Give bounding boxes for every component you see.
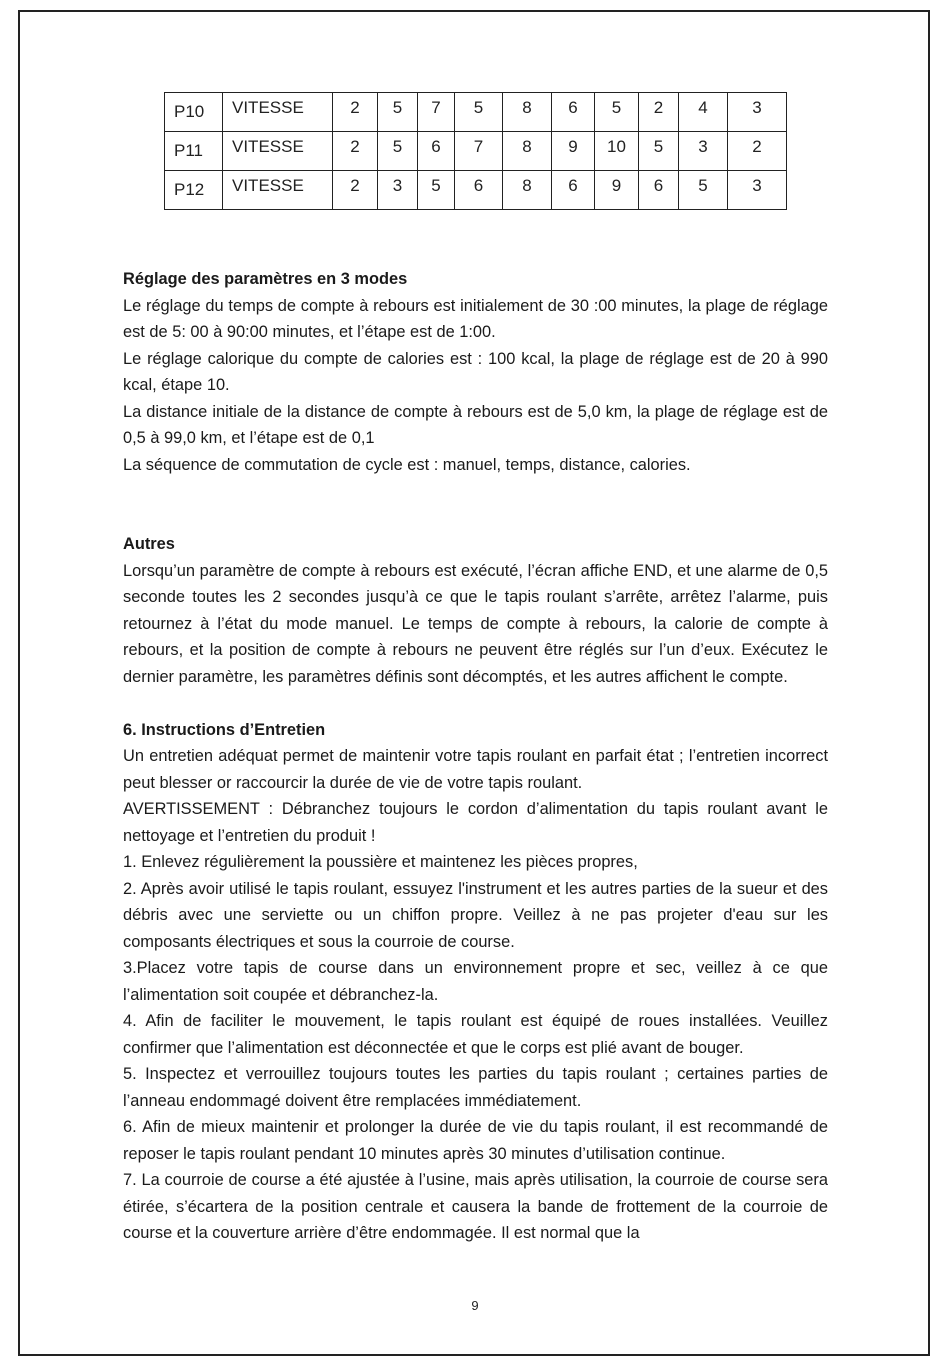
heading-modes: Réglage des paramètres en 3 modes: [123, 270, 408, 288]
speed-value-cell: 5: [378, 132, 418, 171]
label-cell: VITESSE: [223, 132, 333, 171]
speed-value-cell: 9: [595, 171, 639, 210]
speed-value-cell: 2: [639, 93, 679, 132]
modes-paragraph-4: La séquence de commutation de cycle est : manuel, temps, distance, calories.: [123, 455, 691, 474]
page-number: 9: [471, 1298, 479, 1313]
speed-value-cell: 5: [455, 93, 503, 132]
autres-paragraph: Lorsqu’un paramètre de compte à rebours est exécuté, l’écran affiche END, et une alarme de 0,5 seconde toutes les 2 secondes jusqu’à ce que le tapis roulant s’arrête, arrêtez l’alarme, puis retournez à l’état du mode manuel. Le temps de compte à rebours, la calorie de compte à rebours, et la position de compte à rebours ne peuvent être réglés sur l’un d’eux. Exécutez le dernier paramètre, les paramètres définis sont décomptés, et les autres affichent le compte.: [123, 561, 828, 686]
speed-value-cell: 2: [728, 132, 787, 171]
speed-value-cell: 3: [728, 93, 787, 132]
speed-value-cell: 5: [639, 132, 679, 171]
modes-paragraph-2: Le réglage calorique du compte de calories est : 100 kcal, la plage de réglage est de 20 à 990 kcal, étape 10.: [123, 349, 828, 394]
speed-value-cell: 3: [728, 171, 787, 210]
speed-value-cell: 6: [552, 171, 595, 210]
speed-value-cell: 5: [595, 93, 639, 132]
speed-value-cell: 3: [679, 132, 728, 171]
entretien-item-7: 7. La courroie de course a été ajustée à l’usine, mais après utilisation, la courroie de course sera étirée, s’écartera de la position centrale et causera la bande de frottement de la courroie de course et la couverture arrière d’être endommagée. Il est normal que la: [123, 1171, 828, 1242]
speed-value-cell: 6: [552, 93, 595, 132]
speed-value-cell: 7: [455, 132, 503, 171]
entretien-item-3: 3.Placez votre tapis de course dans un environnement propre et sec, veillez à ce que l’alimentation soit coupée et débranchez-la.: [123, 959, 828, 1004]
speed-value-cell: 8: [503, 132, 552, 171]
speed-program-table: [164, 92, 787, 210]
program-cell: P12: [165, 171, 223, 210]
label-cell: VITESSE: [223, 93, 333, 132]
speed-value-cell: 5: [679, 171, 728, 210]
heading-entretien: 6. Instructions d’Entretien: [123, 720, 326, 739]
heading-autres: Autres: [123, 535, 175, 553]
modes-paragraph-1: Le réglage du temps de compte à rebours est initialement de 30 :00 minutes, la plage de réglage est de 5: 00 à 90:00 minutes, et l’étape est de 1:00.: [123, 296, 828, 341]
speed-value-cell: 3: [378, 171, 418, 210]
program-cell: P10: [165, 93, 223, 132]
entretien-item-5: 5. Inspectez et verrouillez toujours toutes les parties du tapis roulant ; certaines parties de l’anneau endommagé doivent être remplacées immédiatement.: [123, 1065, 828, 1110]
speed-value-cell: 2: [333, 132, 378, 171]
label-cell: VITESSE: [223, 171, 333, 210]
entretien-item-2: 2. Après avoir utilisé le tapis roulant, essuyez l'instrument et les autres parties de la sueur et des débris avec une serviette ou un chiffon propre. Veillez à ne pas projeter d'eau sur les composants électriques et sous la courroie de course.: [123, 879, 828, 951]
speed-value-cell: 10: [595, 132, 639, 171]
entretien-intro: Un entretien adéquat permet de maintenir votre tapis roulant en parfait état ; l’entretien incorrect peut blesser or raccourcir la durée de vie de votre tapis roulant.: [123, 747, 828, 792]
entretien-item-4: 4. Afin de faciliter le mouvement, le tapis roulant est équipé de roues installées. Veuillez confirmer que l’alimentation est déconnectée et que le corps est plié avant de bouger.: [123, 1012, 828, 1057]
speed-value-cell: 2: [333, 93, 378, 132]
entretien-warning: AVERTISSEMENT : Débranchez toujours le cordon d’alimentation du tapis roulant avant le nettoyage et l’entretien du produit !: [123, 800, 828, 845]
table-row: [165, 132, 787, 171]
speed-value-cell: 9: [552, 132, 595, 171]
speed-value-cell: 8: [503, 93, 552, 132]
speed-value-cell: 7: [418, 93, 455, 132]
speed-value-cell: 6: [418, 132, 455, 171]
speed-value-cell: 6: [639, 171, 679, 210]
entretien-item-1: 1. Enlevez régulièrement la poussière et maintenez les pièces propres,: [123, 853, 638, 871]
speed-value-cell: 2: [333, 171, 378, 210]
entretien-item-6: 6. Afin de mieux maintenir et prolonger la durée de vie du tapis roulant, il est recommandé de reposer le tapis roulant pendant 10 minutes après 30 minutes d’utilisation continue.: [123, 1118, 828, 1163]
content-body: [123, 266, 828, 1247]
speed-value-cell: 5: [418, 171, 455, 210]
speed-value-cell: 8: [503, 171, 552, 210]
program-cell: P11: [165, 132, 223, 171]
table-row: [165, 93, 787, 132]
speed-value-cell: 6: [455, 171, 503, 210]
speed-value-cell: 5: [378, 93, 418, 132]
table-row: [165, 171, 787, 210]
speed-value-cell: 4: [679, 93, 728, 132]
modes-paragraph-3: La distance initiale de la distance de compte à rebours est de 5,0 km, la plage de réglage est de 0,5 à 99,0 km, et l’étape est de 0,1: [123, 402, 828, 447]
